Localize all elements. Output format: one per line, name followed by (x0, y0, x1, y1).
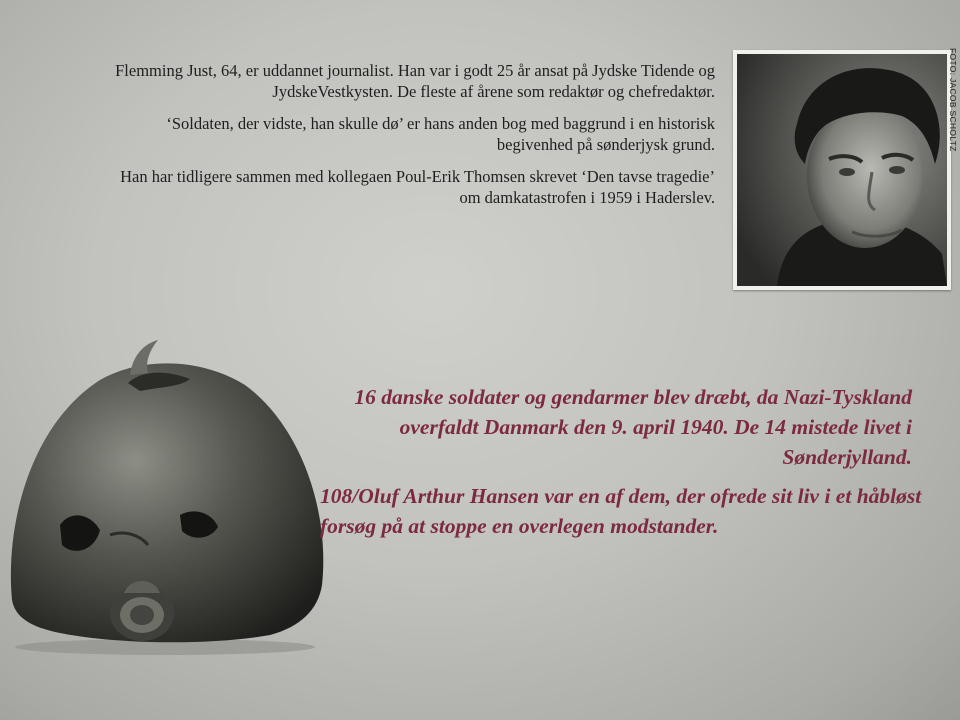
author-bio (100, 60, 715, 219)
book-blurb (272, 382, 932, 550)
photo-credit: FOTO: JACOB SCHOLTZ (948, 48, 958, 152)
blurb-paragraph-1: 16 danske soldater og gendarmer blev dræbt, da Nazi-Tyskland overfaldt Danmark den 9. april 1940. De 14 mistede livet i Sønderjylland. (354, 385, 912, 469)
blurb-paragraph-2: 108/Oluf Arthur Hansen var en af dem, der ofrede sit liv i et håbløst forsøg på at stoppe en overlegen modstander. (320, 484, 922, 538)
bio-paragraph-2: ‘Soldaten, der vidste, han skulle dø’ er hans anden bog med baggrund i en historisk begivenhed på sønderjysk grund. (166, 114, 715, 154)
author-photo (733, 50, 951, 290)
author-portrait-image (737, 54, 947, 286)
bio-paragraph-3: Han har tidligere sammen med kollegaen Poul-Erik Thomsen skrevet ‘Den tavse tragedie’ om damkatastrofen i 1959 i Haderslev. (120, 167, 715, 207)
bio-paragraph-1: Flemming Just, 64, er uddannet journalist. Han var i godt 25 år ansat på Jydske Tidende og JydskeVestkysten. De fleste af årene som redaktør og chefredaktør. (115, 61, 715, 101)
